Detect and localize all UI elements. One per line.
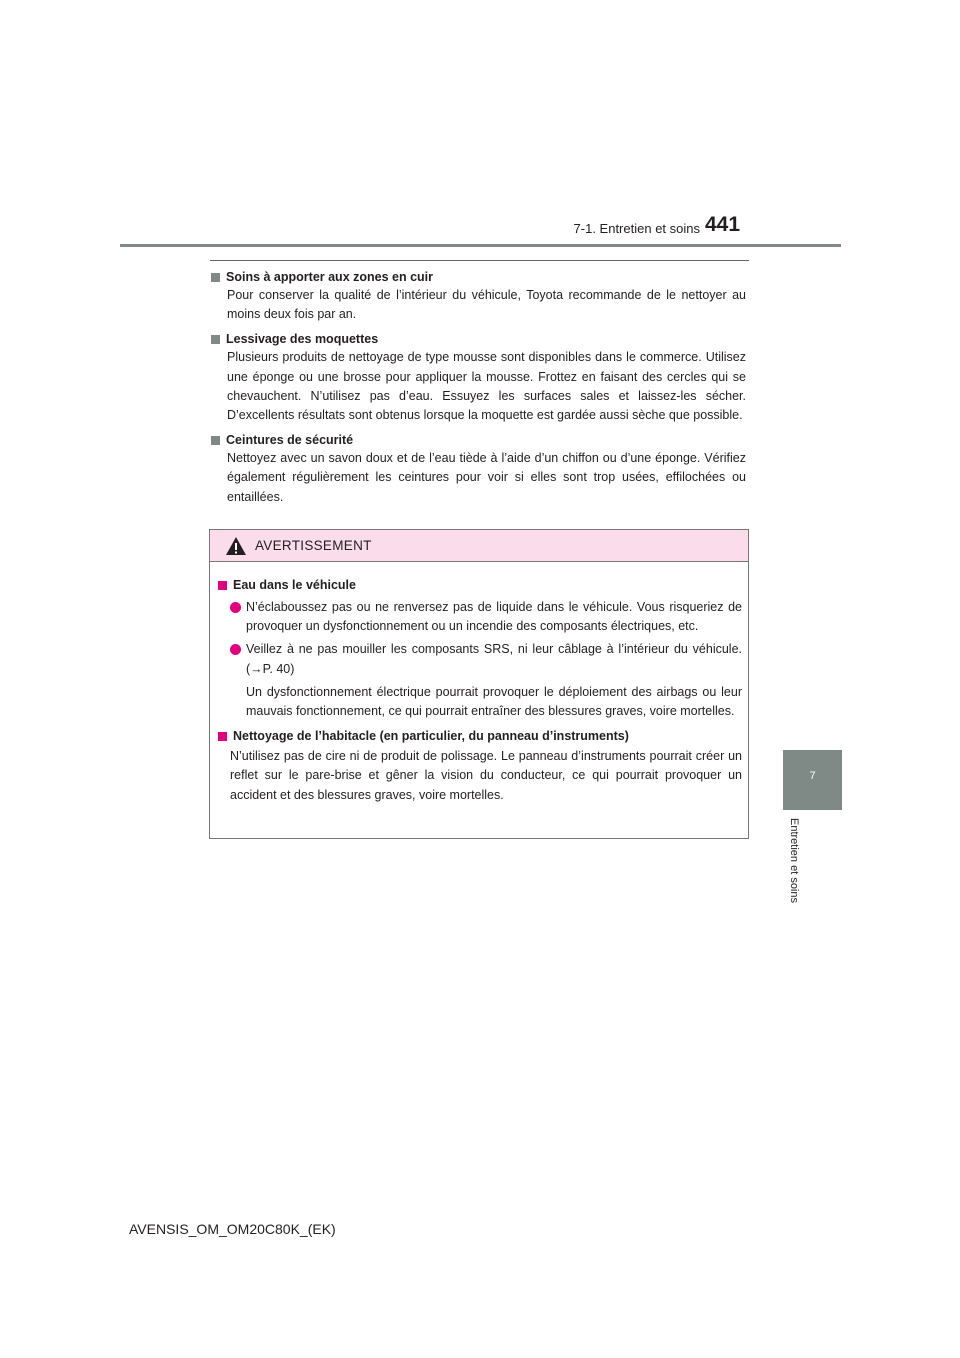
chapter-label: Entretien et soins bbox=[788, 818, 800, 903]
section-heading-text: Soins à apporter aux zones en cuir bbox=[226, 270, 434, 284]
square-bullet-icon bbox=[211, 335, 220, 344]
section-heading bbox=[211, 268, 746, 286]
square-bullet-icon bbox=[211, 436, 220, 445]
warning-header bbox=[210, 530, 748, 562]
chapter-number: 7 bbox=[809, 770, 816, 782]
warning-body: N’utilisez pas de cire ni de produit de polissage. Le panneau d’instruments pourrait créer un reflet sur le pare-brise et gêner la vision du conducteur, ce qui pourrait provoquer un accident et des blessures graves, voire mortelles. bbox=[230, 749, 742, 802]
page-number: 441 bbox=[705, 213, 741, 236]
circle-bullet-icon bbox=[230, 602, 241, 613]
warning-subheading bbox=[218, 727, 742, 745]
warning-list-item bbox=[230, 640, 742, 678]
section-body: Pour conserver la qualité de l’intérieur du véhicule, Toyota recommande de le nettoyer au moins deux fois par an. bbox=[227, 288, 746, 322]
warning-title: AVERTISSEMENT bbox=[255, 538, 372, 553]
section-heading bbox=[211, 330, 746, 348]
warning-item-text: Veillez à ne pas mouiller les composants SRS, ni leur câblage à l’intérieur du véhicule. (→P. 40) bbox=[246, 642, 742, 676]
square-bullet-icon bbox=[211, 273, 220, 282]
warning-subheading bbox=[218, 576, 742, 594]
document-code: AVENSIS_OM_OM20C80K_(EK) bbox=[129, 1221, 336, 1237]
square-bullet-icon bbox=[218, 581, 227, 590]
content-sections bbox=[211, 268, 746, 507]
warning-box bbox=[209, 529, 749, 839]
section-body: Plusieurs produits de nettoyage de type mousse sont disponibles dans le commerce. Utilisez une éponge ou une brosse pour appliquer la mousse. Frottez en faisant des cercles qui se chevauchent. N’utilisez pas d’eau. Essuyez les surfaces sales et laissez-les sécher. D’excellents résultats sont obtenus lorsque la moquette est gardée aussi sèche que possible. bbox=[227, 350, 746, 423]
section-title: 7-1. Entretien et soins bbox=[573, 221, 700, 236]
chapter-tab bbox=[783, 750, 842, 810]
warning-item-text: N’éclaboussez pas ou ne renversez pas de liquide dans le véhicule. Vous risqueriez de provoquer un dysfonctionnement ou un incendie des composants électriques, etc. bbox=[246, 600, 742, 634]
warning-item-note: Un dysfonctionnement électrique pourrait provoquer le déploiement des airbags ou leur mauvais fonctionnement, ce qui pourrait entraîner des blessures graves, voire mortelles. bbox=[246, 684, 742, 719]
content-top-rule bbox=[210, 260, 749, 261]
warning-content bbox=[210, 562, 748, 805]
circle-bullet-icon bbox=[230, 644, 241, 655]
header-rule bbox=[120, 244, 841, 247]
warning-triangle-icon bbox=[225, 536, 247, 556]
square-bullet-icon bbox=[218, 732, 227, 741]
section-body: Nettoyez avec un savon doux et de l’eau tiède à l’aide d’un chiffon ou d’une éponge. Vérifiez également régulièrement les ceintures pour voir si elles sont trop usées, effilochées ou entaillées. bbox=[227, 451, 746, 504]
warning-subheading-text: Nettoyage de l’habitacle (en particulier, du panneau d’instruments) bbox=[233, 729, 629, 744]
section-heading-text: Lessivage des moquettes bbox=[226, 332, 379, 347]
warning-list-item bbox=[230, 598, 742, 636]
section-heading-text: Ceintures de sécurité bbox=[226, 433, 354, 448]
chapter-label-wrap bbox=[783, 818, 813, 928]
warning-subheading-text: Eau dans le véhicule bbox=[233, 578, 356, 592]
section-heading bbox=[211, 431, 746, 449]
